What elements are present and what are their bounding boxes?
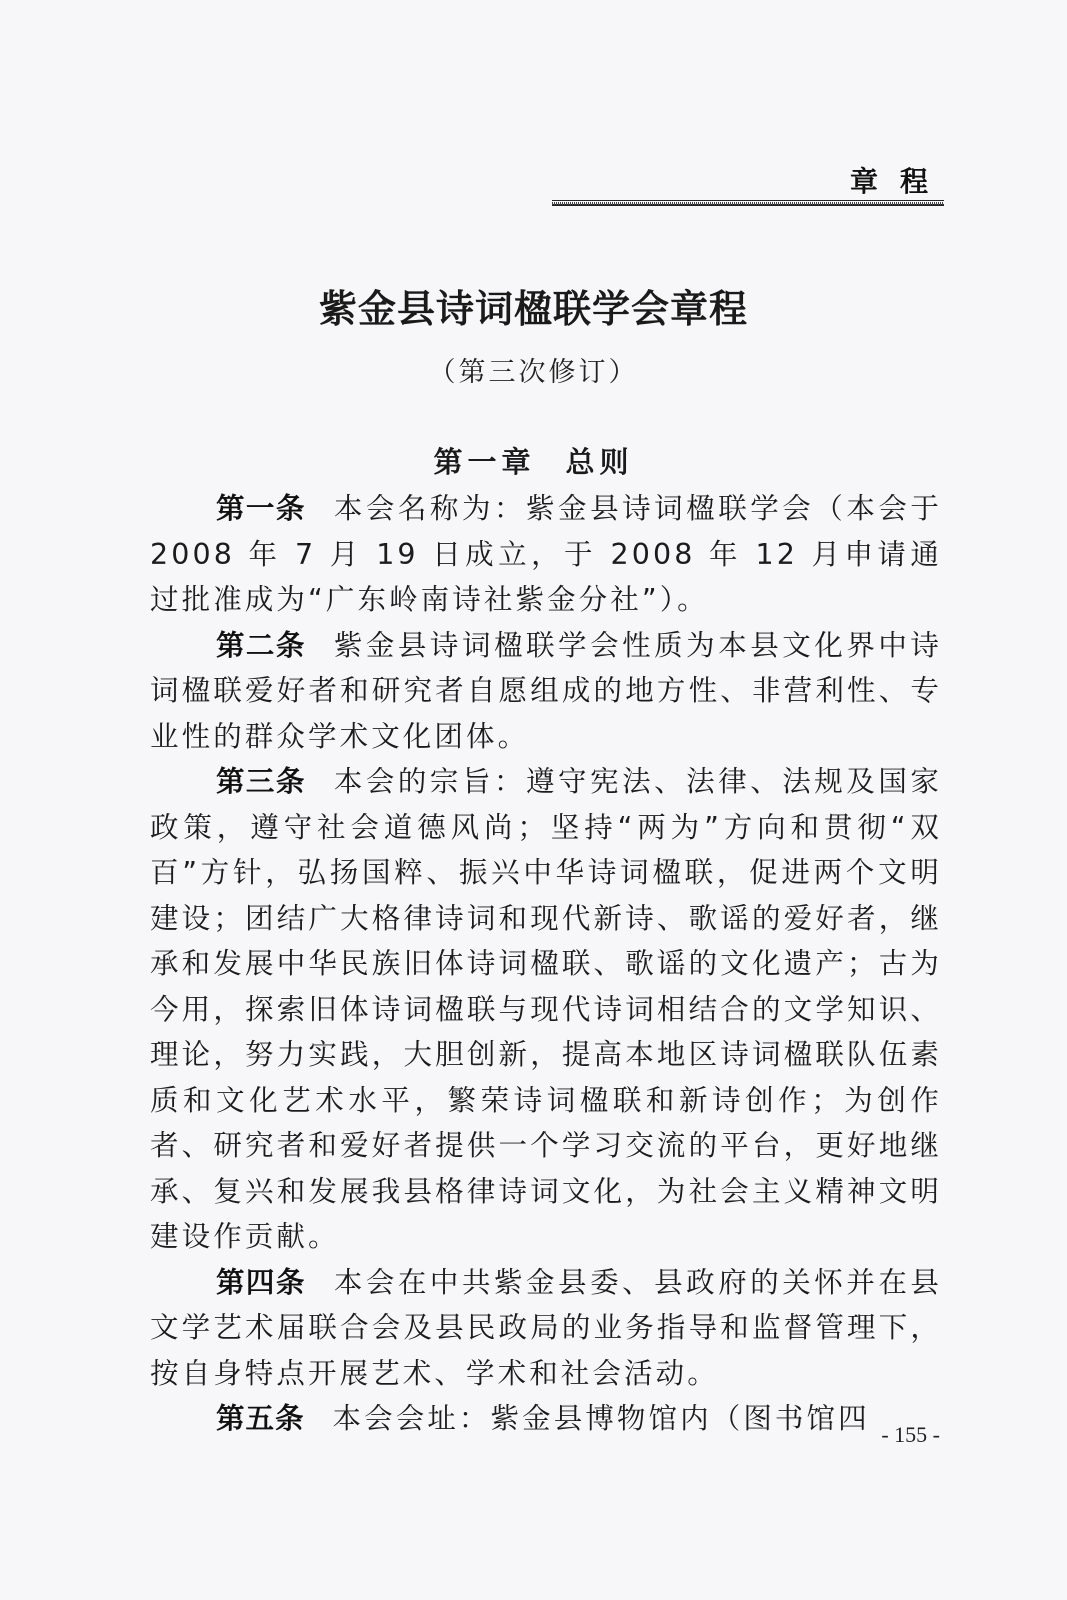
article-text: 本会会址：紫金县博物馆内（图书馆四	[332, 1402, 870, 1435]
running-header: 章程	[849, 165, 950, 198]
article-text: 紫金县诗词楹联学会性质为本县文化界中诗词楹联爱好者和研究者自愿组成的地方性、非营利性、专业性的群众学术文化团体。	[150, 628, 942, 753]
header-rule-pattern	[552, 202, 944, 205]
article-1	[150, 486, 942, 623]
article-3	[150, 759, 942, 1260]
document-body	[150, 486, 942, 1442]
article-2	[150, 623, 942, 760]
article-label: 第二条	[216, 627, 306, 662]
document-subtitle: （第三次修订）	[428, 357, 639, 388]
article-5	[150, 1396, 942, 1442]
article-label: 第三条	[216, 764, 306, 798]
chapter-number: 第一章	[433, 445, 536, 479]
article-label: 第一条	[216, 491, 306, 525]
chapter-name: 总则	[565, 445, 634, 479]
article-text: 本会的宗旨：遵守宪法、法律、法规及国家政策，遵守社会道德风尚；坚持“两为”方向和贯彻“双百”方针，弘扬国粹、振兴中华诗词楹联，促进两个文明建设；团结广大格律诗词和现代新诗、歌谣的爱好者，继承和发展中华民族旧体诗词楹联、歌谣的文化遗产；古为今用，探索旧体诗词楹联与现代诗词相结合的文学知识、理论，努力实践，大胆创新，提高本地区诗词楹联队伍素质和文化艺术水平，繁荣诗词楹联和新诗创作；为创作者、研究者和爱好者提供一个学习交流的平台，更好地继承、复兴和发展我县格律诗词文化，为社会主义精神文明建设作贡献。	[150, 765, 942, 1253]
article-4	[150, 1260, 942, 1397]
page-number: - 155 -	[881, 1422, 940, 1447]
article-label: 第四条	[216, 1264, 306, 1299]
article-text: 本会在中共紫金县委、县政府的关怀并在县文学艺术届联合会及县民政局的业务指导和监督管理下，按自身特点开展艺术、学术和社会活动。	[150, 1265, 942, 1390]
chapter-heading	[0, 440, 1067, 481]
document-title: 紫金县诗词楹联学会章程	[318, 286, 748, 331]
article-text: 本会名称为：紫金县诗词楹联学会（本会于 2008 年 7 月 19 日成立，于 2008 年 12 月申请通过批准成为“广东岭南诗社紫金分社”）。	[150, 492, 942, 616]
article-label: 第五条	[216, 1401, 305, 1435]
